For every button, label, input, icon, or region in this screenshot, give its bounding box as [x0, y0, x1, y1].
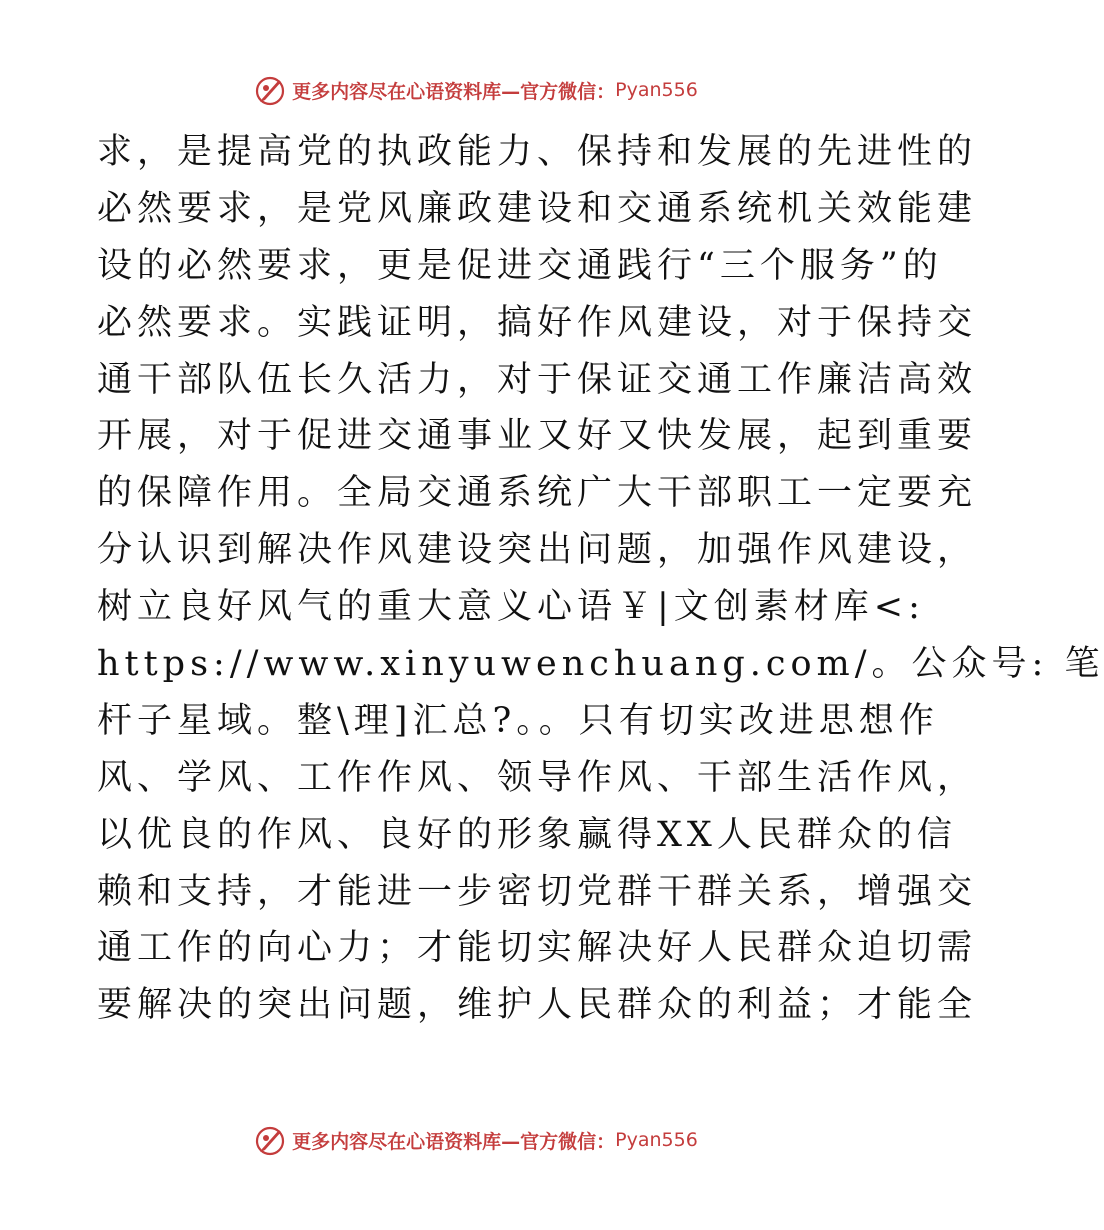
body-line: 分认识到解决作风建设突出问题，加强作风建设，	[97, 530, 978, 571]
footer-banner	[0, 1120, 950, 1160]
body-line: 杆子星域。整\理]汇总?。。只有切实改进思想作	[97, 700, 939, 741]
body-line: 赖和支持，才能进一步密切党群干群关系，增强交	[97, 871, 978, 912]
header-wechat-id: Pyan556	[615, 79, 698, 101]
body-line: 开展，对于促进交通事业又好又快发展，起到重要	[97, 416, 978, 457]
header-banner	[0, 70, 950, 110]
footer-banner-text: 更多内容尽在心语资料库—官方微信：	[292, 1130, 616, 1153]
quill-pen-logo-icon	[252, 1122, 288, 1158]
body-line: 的保障作用。全局交通系统广大干部职工一定要充	[97, 473, 978, 514]
body-line: 树立良好风气的重大意义心语￥|文创素材库<:	[97, 587, 925, 628]
body-line: 以优良的作风、良好的形象赢得XX人民群众的信	[97, 814, 957, 855]
document-body	[97, 124, 1104, 1034]
body-line: 通工作的向心力；才能切实解决好人民群众迫切需	[97, 928, 978, 969]
header-banner-text: 更多内容尽在心语资料库—官方微信：	[292, 80, 616, 103]
footer-wechat-id: Pyan556	[615, 1129, 698, 1151]
body-line: 求，是提高党的执政能力、保持和发展的先进性的	[97, 132, 978, 172]
body-line: 设的必然要求，更是促进交通践行“三个服务”的	[97, 245, 943, 286]
quill-pen-logo-icon	[252, 72, 288, 108]
body-line: 必然要求。实践证明，搞好作风建设，对于保持交	[97, 302, 978, 343]
body-line: 风、学风、工作作风、领导作风、干部生活作风，	[97, 757, 978, 798]
body-line: 通干部队伍长久活力，对于保证交通工作廉洁高效	[97, 359, 978, 400]
body-line: 要解决的突出问题，维护人民群众的利益；才能全	[97, 985, 978, 1026]
body-line: 必然要求，是党风廉政建设和交通系统机关效能建	[97, 188, 978, 229]
body-line: https://www.xinyuwenchuang.com/。公众号: 笔	[97, 644, 1104, 685]
